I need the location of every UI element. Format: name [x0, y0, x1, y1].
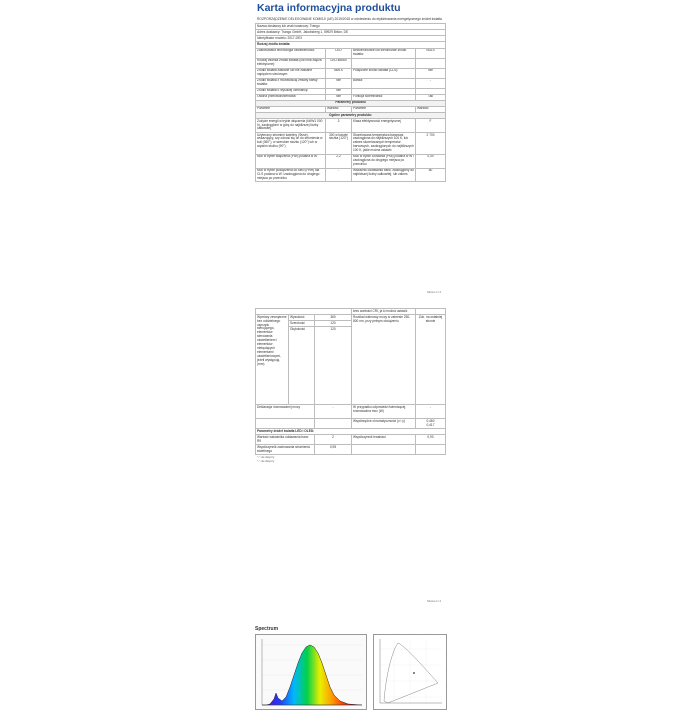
- cell-label: Źródło światła z możliwością zmiany barwy światła:: [256, 78, 326, 88]
- cell-label: Współrzędne chromatyczności (x i y): [352, 419, 416, 429]
- table-row: [256, 435, 446, 445]
- cell-label: [256, 419, 315, 429]
- cell-value: LED: [326, 48, 352, 58]
- table-row: [256, 132, 446, 154]
- table-row: [256, 168, 446, 182]
- page-1: [255, 0, 445, 182]
- cell-label: Moc w trybie podłączenia do sieci (Pnet) dla CLS podana w W i zaokrąglona do drugiego miejsca po przecinku: [256, 168, 326, 182]
- cell-value: 80: [416, 168, 446, 182]
- cell-label: Osłona przeciwolśnieniowa:: [256, 94, 326, 100]
- cell-label: Rodzaj trzonka źródła światła (lub inna złącza elektryczne):: [256, 58, 326, 68]
- cell-label: Zużycie energii w trybie włączenia (kWh/1 000 h), zaokrąglone w górę do najbliższej liczby całkowitej: [256, 119, 326, 133]
- cell-value: Nie: [326, 88, 352, 94]
- model-label: Identyfikator modelu:: [257, 35, 287, 40]
- cie-graphic: [374, 635, 446, 709]
- cell-label: Źródło światła o wysokiej luminancji:: [256, 88, 326, 94]
- footnote: "-": nie dotyczy;: [257, 456, 275, 460]
- cell-value: 0,90: [416, 435, 446, 445]
- general-heading: Ogólne parametry produktu:: [256, 112, 446, 118]
- table-row: [256, 445, 446, 455]
- cell-label: Wartość wskaźnika oddawania barw R9: [256, 435, 315, 445]
- cell-value: 0,95: [315, 445, 352, 455]
- table-row: [256, 419, 446, 429]
- table-row: [256, 68, 446, 78]
- spd-label: Rozkład widmowy mocy w zakresie 250-800 nm, przy pełnym obciążeniu: [352, 315, 416, 405]
- cell-label: Funkcja ściemniania:: [352, 94, 416, 100]
- cell-label: W przypadku odpowiedzi twierdzącej, równoważna moc (W): [352, 405, 416, 419]
- cell-value: 3: [326, 119, 352, 133]
- regulation-subtitle: ROZPORZĄDZENIE DELEGOWANE KOMISJI (UE) 2019/2015 w odniesieniu do etykietowania energetycznego źródeł światła: [257, 17, 442, 21]
- page-number-2: Strona 2 z 4: [427, 600, 441, 603]
- product-info-table-continued: [255, 308, 446, 455]
- page-title: Karta informacyjna produktu: [257, 2, 401, 14]
- cell-value: LED-Modul: [326, 58, 352, 68]
- col-header-value: Wartość: [416, 106, 446, 112]
- cell-label: Połączone źródło światła (CLS):: [352, 68, 416, 78]
- supplier-value: Trango: [309, 23, 320, 28]
- table-row: [256, 48, 446, 58]
- col-header-param: Parametr: [256, 106, 326, 112]
- spd-value: Zob. na ostatniej stronie: [416, 315, 446, 405]
- cell-label: Bezkierunkowe lub kierunkowe źródło światła:: [352, 48, 416, 58]
- cell-label: Źródło światła zasilane lub nie zasilane napięciem sieciowym:: [256, 68, 326, 78]
- product-params-heading: Parametry produktu: [256, 100, 446, 106]
- address-label: Adres dostawcy:: [257, 29, 281, 34]
- cell-value: 2 700: [416, 132, 446, 154]
- cell-value: Nie: [326, 78, 352, 88]
- cell-value: NMLS: [326, 68, 352, 78]
- table-row: [256, 78, 446, 88]
- col-header-param: Parametr: [352, 106, 416, 112]
- product-info-table: [255, 23, 446, 182]
- cell-value: [416, 445, 446, 455]
- led-heading: Parametry źródeł światła LED i OLED:: [256, 429, 446, 435]
- spectrum-title: Spectrum: [255, 626, 279, 632]
- cell-value: -: [326, 168, 352, 182]
- cell-value: [315, 419, 352, 429]
- footnotes: [257, 456, 445, 462]
- dim-name: Szerokość: [289, 321, 315, 327]
- table-row: [256, 405, 446, 419]
- cell-value: 2: [315, 435, 352, 445]
- address-value: Trango GmbH, Jakobsberg 1, 59929 Brilon, DE: [281, 29, 349, 34]
- dim-name: Wysokość: [289, 315, 315, 321]
- page-2: [255, 308, 445, 463]
- cell-value: 300 w barwie stożka (120°): [326, 132, 352, 154]
- spectrum-graphic: [256, 635, 366, 709]
- cell-label: Bańka:: [352, 78, 416, 88]
- table-row: [256, 58, 446, 68]
- table-row: [256, 119, 446, 133]
- cell-value: -: [416, 405, 446, 419]
- dim-value: 120: [315, 327, 352, 405]
- cell-label: Moc w trybie czuwania (Psb) podana w W i zaokrąglona do drugiego miejsca po przecinku: [353, 154, 414, 167]
- chromaticity-point: [413, 672, 415, 674]
- cell-value: [416, 58, 446, 68]
- spectral-locus: [384, 643, 438, 703]
- dim-name: Głębokość: [289, 327, 315, 405]
- cell-value: -: [416, 78, 446, 88]
- cell-value: Nie: [326, 94, 352, 100]
- supplier-label: Nazwa dostawcy lub znak towarowy:: [257, 23, 309, 28]
- cell-label: [352, 445, 416, 455]
- cell-value: 0,00: [416, 154, 446, 168]
- cell-value: 2,2: [326, 154, 352, 168]
- cell-label: Użyteczny strumień świetlny (Φuse), wskazujący, czy odnosi się on do strumienia w kuli (360°), w szerokim stożku (120°) lub w wąskim stożku (90°): [256, 132, 326, 154]
- cell-value: -: [315, 405, 352, 419]
- cell-value: F: [416, 119, 446, 133]
- cell-label: Wskaźnik oddawania barw, zaokrąglony do najbliższej liczby całkowitej, lub zakres: [352, 168, 416, 182]
- cell-label: Zastosowana technologia oświetleniowa:: [256, 48, 326, 58]
- footnote: "-": nie dotyczy: [257, 459, 275, 463]
- cell-value: Nie: [416, 68, 446, 78]
- light-type-heading: Rodzaj źródła światła:: [256, 42, 446, 48]
- col-header-value: Wartość: [326, 106, 352, 112]
- chromaticity-diagram: [373, 634, 447, 710]
- cell-label: [352, 58, 416, 68]
- cell-label: Klasa efektywności energetycznej: [352, 119, 416, 133]
- cri-range-continuation: kres wartości CRI, ja ki można ustawić: [352, 309, 416, 315]
- cell-value: Tak: [416, 94, 446, 100]
- dim-value: 360: [315, 315, 352, 321]
- cell-label: Współczynnik trwałości: [352, 435, 416, 445]
- table-row: [256, 154, 446, 168]
- dims-label: Wymiary zewnętrzne bez oddzielnego osprzętu sterującego, elementów sterowania oświetleniem i elementów niebędących elementami oświetleniowymi, jeżeli występują (mm): [256, 315, 289, 405]
- cell-value: 0,460 0,417: [416, 419, 446, 429]
- model-value: 2017-DEX: [287, 35, 303, 40]
- page-number-1: Strona 1 z 4: [427, 291, 441, 294]
- cell-label: Współczynnik zachowania strumienia świetlnego: [256, 445, 315, 455]
- dim-value: 120: [315, 321, 352, 327]
- spectrum-chart: [255, 634, 367, 710]
- cell-label: Skorelowana temperatura barwowa, zaokrąglona do najbliższych 100 K, lub zakres skorelowanych temperatur barwowych, zaokrąglonych do najbliższych 100 K, jakie można ustawić: [353, 132, 414, 153]
- cell-label: Deklaracja równoważnej mocy: [256, 405, 315, 419]
- cell-value: NDLS: [416, 48, 446, 58]
- cell-label: Moc w trybie włączenia (Pon) podana w W: [256, 154, 326, 168]
